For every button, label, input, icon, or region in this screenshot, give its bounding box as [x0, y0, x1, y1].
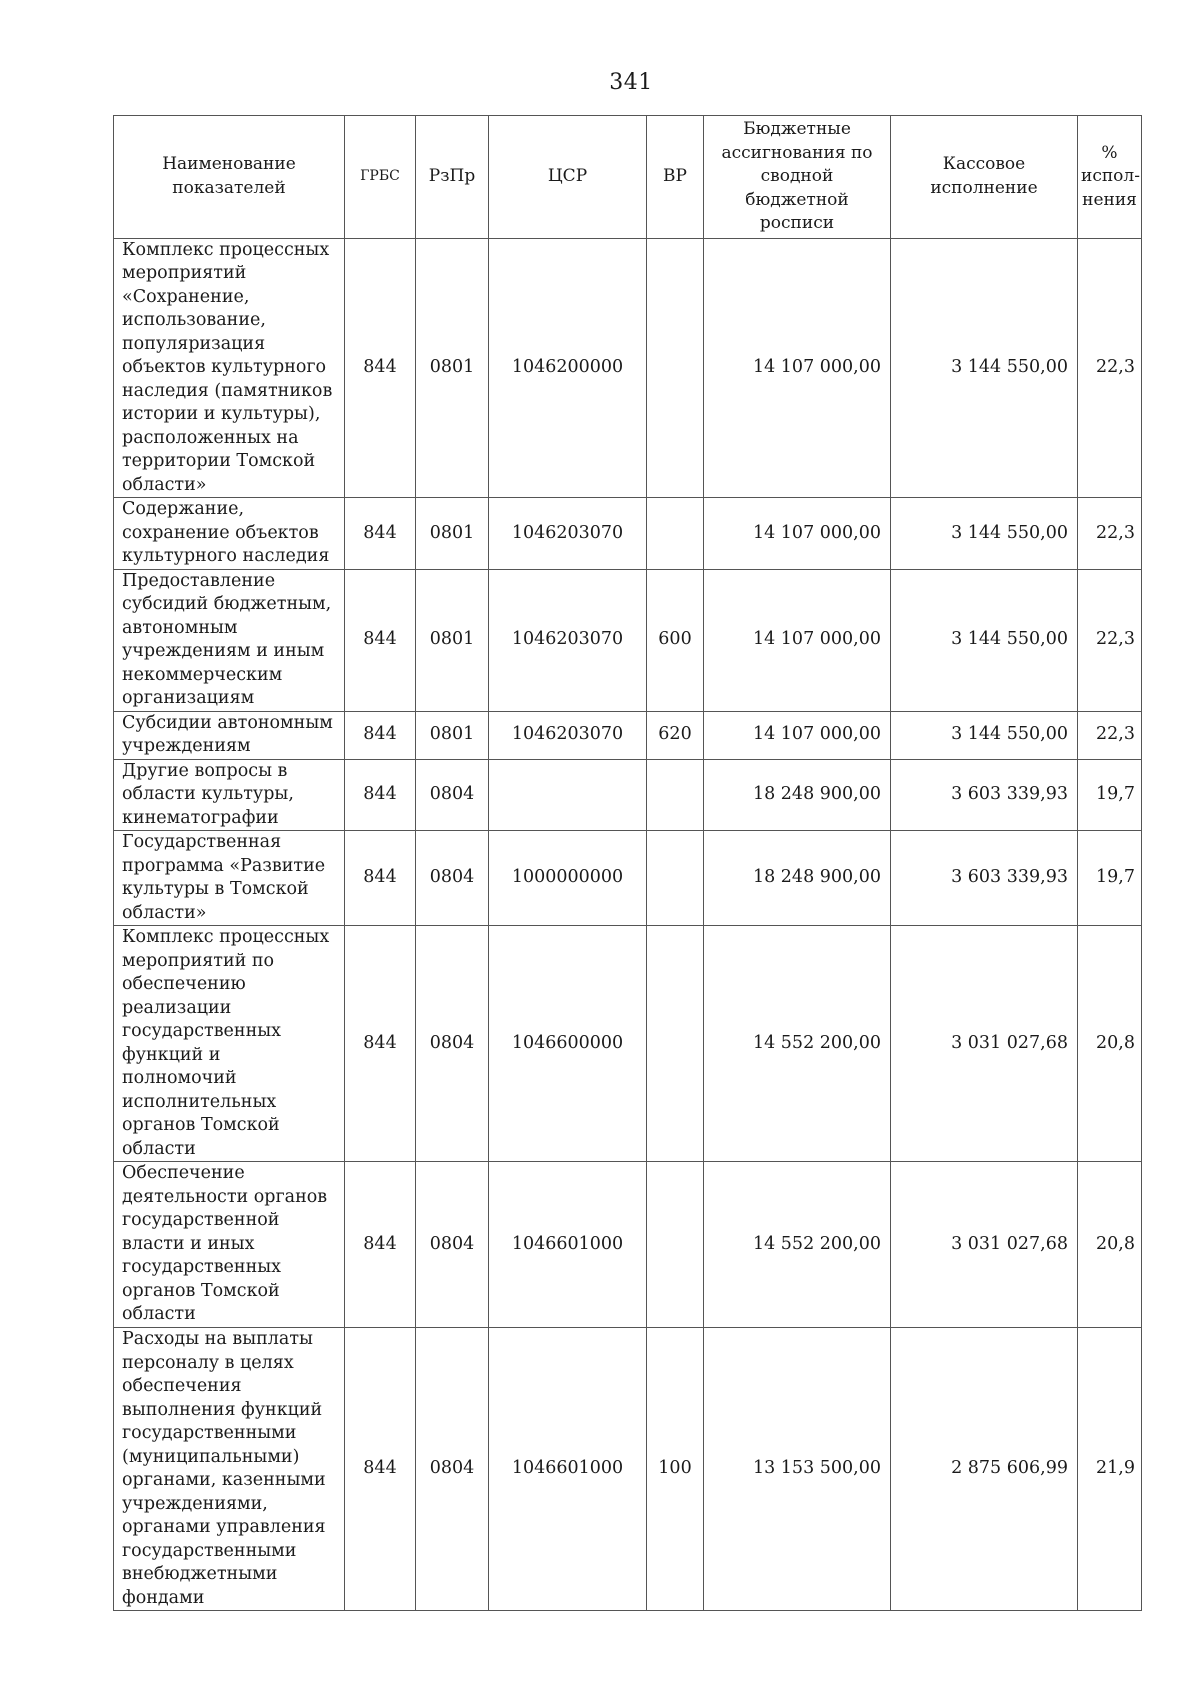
header-csr: ЦСР [489, 116, 647, 239]
row-pct: 20,8 [1078, 1162, 1142, 1328]
row-cash: 3 603 339,93 [891, 831, 1078, 926]
row-rzpr: 0804 [416, 759, 489, 831]
row-name: Комплекс процессных мероприятий по обеспечению реализации государственных функций и полномочий исполнительных органов Томской области [114, 926, 345, 1162]
page-number: 341 [609, 70, 653, 95]
row-vr: 620 [647, 711, 704, 759]
table-row [114, 831, 1142, 926]
row-vr [647, 926, 704, 1162]
row-rzpr: 0804 [416, 926, 489, 1162]
row-cash: 3 144 550,00 [891, 498, 1078, 570]
row-rzpr: 0801 [416, 238, 489, 498]
row-grbs: 844 [345, 711, 416, 759]
row-cash: 3 144 550,00 [891, 569, 1078, 711]
row-assigned: 14 552 200,00 [704, 926, 891, 1162]
header-assigned: Бюджетные ассигнования по сводной бюджетной росписи [704, 116, 891, 239]
table-row [114, 238, 1142, 498]
row-name: Расходы на выплаты персоналу в целях обеспечения выполнения функций государственными (муниципальными) органами, казенными учреждениями, органами управления государственными внебюджетными фондами [114, 1328, 345, 1611]
row-pct: 19,7 [1078, 759, 1142, 831]
row-grbs: 844 [345, 238, 416, 498]
row-csr: 1046600000 [489, 926, 647, 1162]
row-pct: 22,3 [1078, 238, 1142, 498]
header-rzpr: РзПр [416, 116, 489, 239]
row-vr [647, 498, 704, 570]
row-pct: 21,9 [1078, 1328, 1142, 1611]
row-csr: 1046203070 [489, 498, 647, 570]
row-cash: 3 144 550,00 [891, 711, 1078, 759]
header-vr: ВР [647, 116, 704, 239]
row-pct: 22,3 [1078, 498, 1142, 570]
row-name: Государственная программа «Развитие культуры в Томской области» [114, 831, 345, 926]
row-grbs: 844 [345, 569, 416, 711]
row-rzpr: 0801 [416, 498, 489, 570]
table-row [114, 498, 1142, 570]
row-vr [647, 1162, 704, 1328]
row-grbs: 844 [345, 759, 416, 831]
row-csr [489, 759, 647, 831]
header-name: Наименование показателей [114, 116, 345, 239]
row-name: Субсидии автономным учреждениям [114, 711, 345, 759]
table-row [114, 1162, 1142, 1328]
row-vr [647, 238, 704, 498]
row-cash: 3 031 027,68 [891, 926, 1078, 1162]
row-vr [647, 831, 704, 926]
table-row [114, 1328, 1142, 1611]
row-csr: 1046200000 [489, 238, 647, 498]
row-assigned: 13 153 500,00 [704, 1328, 891, 1611]
row-assigned: 14 107 000,00 [704, 238, 891, 498]
row-rzpr: 0801 [416, 569, 489, 711]
row-csr: 1046203070 [489, 569, 647, 711]
row-pct: 22,3 [1078, 569, 1142, 711]
row-cash: 2 875 606,99 [891, 1328, 1078, 1611]
row-assigned: 14 107 000,00 [704, 711, 891, 759]
row-rzpr: 0804 [416, 831, 489, 926]
row-csr: 1046203070 [489, 711, 647, 759]
row-csr: 1000000000 [489, 831, 647, 926]
row-name: Содержание, сохранение объектов культурного наследия [114, 498, 345, 570]
row-grbs: 844 [345, 1328, 416, 1611]
row-vr [647, 759, 704, 831]
row-pct: 20,8 [1078, 926, 1142, 1162]
row-grbs: 844 [345, 831, 416, 926]
row-grbs: 844 [345, 498, 416, 570]
row-cash: 3 603 339,93 [891, 759, 1078, 831]
header-pct: % испол-нения [1078, 116, 1142, 239]
row-name: Предоставление субсидий бюджетным, автономным учреждениям и иным некоммерческим организациям [114, 569, 345, 711]
row-rzpr: 0804 [416, 1328, 489, 1611]
row-assigned: 18 248 900,00 [704, 831, 891, 926]
row-pct: 22,3 [1078, 711, 1142, 759]
row-name: Другие вопросы в области культуры, кинематографии [114, 759, 345, 831]
row-assigned: 14 552 200,00 [704, 1162, 891, 1328]
row-csr: 1046601000 [489, 1328, 647, 1611]
row-name: Комплекс процессных мероприятий «Сохранение, использование, популяризация объектов культурного наследия (памятников истории и культуры), расположенных на территории Томской области» [114, 238, 345, 498]
table-row [114, 926, 1142, 1162]
table-row [114, 569, 1142, 711]
header-cash: Кассовое исполнение [891, 116, 1078, 239]
row-grbs: 844 [345, 1162, 416, 1328]
row-grbs: 844 [345, 926, 416, 1162]
row-cash: 3 031 027,68 [891, 1162, 1078, 1328]
budget-execution-table [113, 115, 1142, 1611]
row-csr: 1046601000 [489, 1162, 647, 1328]
row-cash: 3 144 550,00 [891, 238, 1078, 498]
header-grbs: ГРБС [345, 116, 416, 239]
row-vr: 600 [647, 569, 704, 711]
row-name: Обеспечение деятельности органов государственной власти и иных государственных органов Томской области [114, 1162, 345, 1328]
table-row [114, 759, 1142, 831]
table-row [114, 711, 1142, 759]
row-assigned: 14 107 000,00 [704, 569, 891, 711]
row-rzpr: 0804 [416, 1162, 489, 1328]
row-rzpr: 0801 [416, 711, 489, 759]
row-vr: 100 [647, 1328, 704, 1611]
row-assigned: 18 248 900,00 [704, 759, 891, 831]
row-pct: 19,7 [1078, 831, 1142, 926]
row-assigned: 14 107 000,00 [704, 498, 891, 570]
header-row [114, 116, 1142, 239]
